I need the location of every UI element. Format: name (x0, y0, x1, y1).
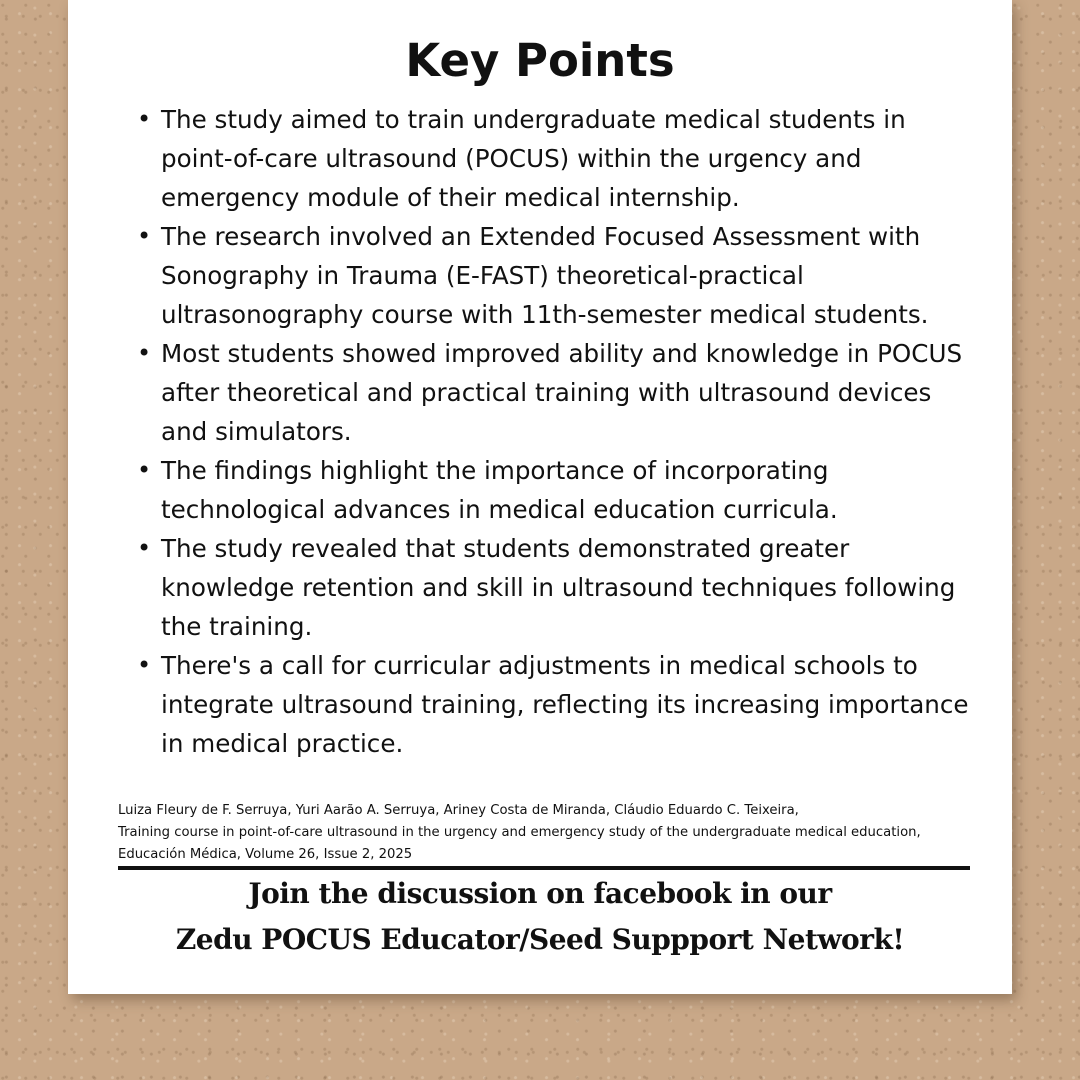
citation-authors: Luiza Fleury de F. Serruya, Yuri Aarão A. Serruya, Ariney Costa de Miranda, Cláudio Eduardo C. Teixeira, (118, 803, 799, 818)
key-points-card (68, 0, 1012, 994)
bullet-icon: • (137, 222, 152, 250)
citation-reference: Training course in point-of-care ultrasound in the urgency and emergency study of the undergraduate medical education, Educación Médica, Volume 26, Issue 2, 2025 (118, 825, 921, 862)
bullet-icon: • (137, 534, 152, 562)
cta-line-1: Join the discussion on facebook in our (248, 877, 832, 910)
divider (118, 866, 970, 870)
point-text: Most students showed improved ability and knowledge in POCUS after theoretical and practical training with ultrasound devices and simulators. (161, 339, 963, 446)
list-item (137, 217, 976, 334)
list-item (137, 529, 976, 646)
bullet-icon: • (137, 105, 152, 133)
point-text: The study revealed that students demonstrated greater knowledge retention and skill in ultrasound techniques following the training. (161, 534, 956, 641)
bullet-icon: • (137, 456, 152, 484)
list-item (137, 100, 976, 217)
point-text: There's a call for curricular adjustments in medical schools to integrate ultrasound training, reflecting its increasing importance in medical practice. (161, 651, 969, 758)
point-text: The findings highlight the importance of incorporating technological advances in medical education curricula. (161, 456, 838, 524)
point-text: The research involved an Extended Focused Assessment with Sonography in Trauma (E-FAST) theoretical-practical ultrasonography course with 11th-semester medical students. (161, 222, 929, 329)
list-item (137, 646, 976, 763)
list-item (137, 451, 976, 529)
key-points-list (137, 100, 976, 763)
citation (118, 800, 978, 866)
bullet-icon: • (137, 339, 152, 367)
point-text: The study aimed to train undergraduate medical students in point-of-care ultrasound (POCUS) within the urgency and emergency module of their medical internship. (161, 105, 906, 212)
cta-line-2: Zedu POCUS Educator/Seed Suppport Network! (175, 923, 905, 956)
list-item (137, 334, 976, 451)
bullet-icon: • (137, 651, 152, 679)
page-title: Key Points (405, 34, 675, 87)
